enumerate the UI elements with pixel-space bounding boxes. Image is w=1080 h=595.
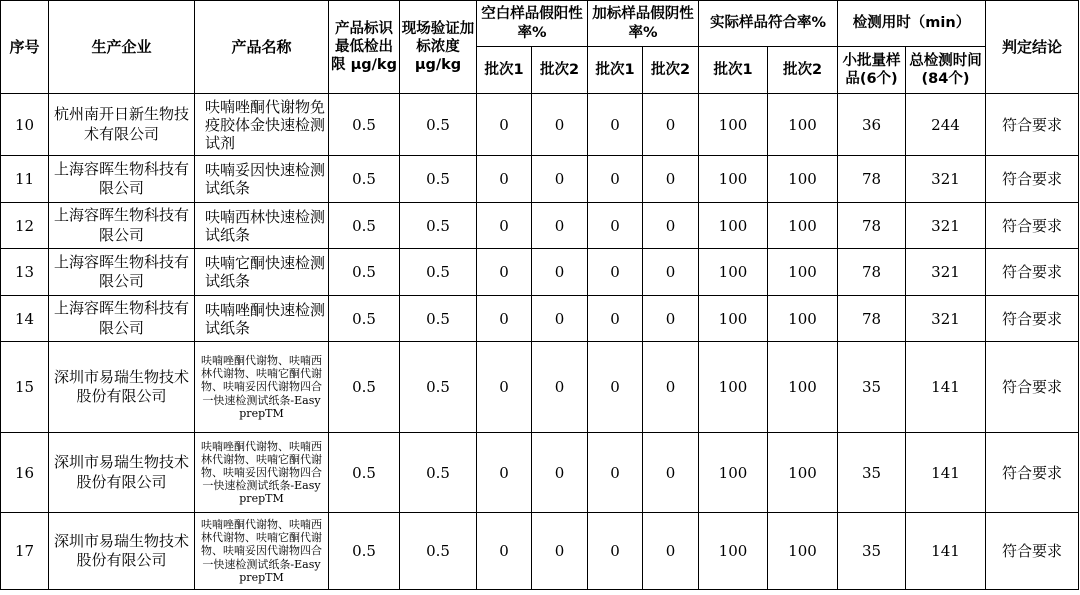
header-product: 产品名称 <box>195 1 329 94</box>
cell-spike: 0.5 <box>400 249 477 296</box>
cell-company: 深圳市易瑞生物技术股份有限公司 <box>49 342 195 433</box>
cell-small: 78 <box>838 296 906 342</box>
header-spike: 现场验证加标浓度 μg/kg <box>400 1 477 94</box>
cell-bfp1: 0 <box>477 94 532 156</box>
cell-bfp2: 0 <box>532 94 588 156</box>
cell-sfn1: 0 <box>588 94 643 156</box>
cell-ac1: 100 <box>699 203 768 249</box>
cell-spike: 0.5 <box>400 433 477 513</box>
cell-bfp2: 0 <box>532 203 588 249</box>
cell-bfp2: 0 <box>532 433 588 513</box>
cell-product: 呋喃唑酮代谢物、呋喃西林代谢物、呋喃它酮代谢物、呋喃妥因代谢物四合一快速检测试纸条-Easy prepTM <box>195 433 329 513</box>
cell-total: 141 <box>906 433 986 513</box>
cell-sfn2: 0 <box>643 342 699 433</box>
cell-bfp1: 0 <box>477 342 532 433</box>
cell-sfn2: 0 <box>643 296 699 342</box>
cell-lod: 0.5 <box>329 203 400 249</box>
cell-small: 35 <box>838 513 906 590</box>
cell-company: 杭州南开日新生物技术有限公司 <box>49 94 195 156</box>
cell-index: 12 <box>1 203 49 249</box>
cell-ac1: 100 <box>699 342 768 433</box>
table-row <box>1 249 1079 296</box>
table-row <box>1 433 1079 513</box>
cell-result: 符合要求 <box>986 203 1079 249</box>
cell-total: 244 <box>906 94 986 156</box>
cell-sfn1: 0 <box>588 249 643 296</box>
cell-ac2: 100 <box>768 433 838 513</box>
cell-product: 呋喃唑酮代谢物、呋喃西林代谢物、呋喃它酮代谢物、呋喃妥因代谢物四合一快速检测试纸条-Easy prepTM <box>195 342 329 433</box>
cell-company: 上海容晖生物科技有限公司 <box>49 249 195 296</box>
cell-ac2: 100 <box>768 513 838 590</box>
cell-bfp1: 0 <box>477 513 532 590</box>
cell-bfp2: 0 <box>532 513 588 590</box>
cell-product: 呋喃唑酮代谢物、呋喃西林代谢物、呋喃它酮代谢物、呋喃妥因代谢物四合一快速检测试纸条-Easy prepTM <box>195 513 329 590</box>
cell-lod: 0.5 <box>329 513 400 590</box>
cell-spike: 0.5 <box>400 94 477 156</box>
cell-spike: 0.5 <box>400 156 477 203</box>
cell-ac1: 100 <box>699 249 768 296</box>
cell-lod: 0.5 <box>329 433 400 513</box>
cell-index: 10 <box>1 94 49 156</box>
cell-index: 14 <box>1 296 49 342</box>
cell-lod: 0.5 <box>329 94 400 156</box>
cell-total: 141 <box>906 513 986 590</box>
cell-bfp2: 0 <box>532 296 588 342</box>
header-bfp-batch1: 批次1 <box>477 47 532 94</box>
cell-ac2: 100 <box>768 342 838 433</box>
table-row <box>1 203 1079 249</box>
table-row <box>1 156 1079 203</box>
header-index: 序号 <box>1 1 49 94</box>
cell-sfn1: 0 <box>588 203 643 249</box>
cell-result: 符合要求 <box>986 296 1079 342</box>
cell-bfp2: 0 <box>532 342 588 433</box>
cell-bfp1: 0 <box>477 203 532 249</box>
cell-total: 141 <box>906 342 986 433</box>
cell-small: 78 <box>838 156 906 203</box>
cell-sfn1: 0 <box>588 342 643 433</box>
cell-sfn2: 0 <box>643 94 699 156</box>
header-blank-fp: 空白样品假阳性率% <box>477 1 588 47</box>
cell-product: 呋喃它酮快速检测试纸条 <box>195 249 329 296</box>
cell-small: 36 <box>838 94 906 156</box>
cell-result: 符合要求 <box>986 342 1079 433</box>
cell-bfp2: 0 <box>532 249 588 296</box>
cell-result: 符合要求 <box>986 433 1079 513</box>
cell-sfn2: 0 <box>643 203 699 249</box>
cell-small: 35 <box>838 342 906 433</box>
cell-result: 符合要求 <box>986 249 1079 296</box>
cell-sfn2: 0 <box>643 513 699 590</box>
header-time: 检测用时（min） <box>838 1 986 47</box>
cell-product: 呋喃唑酮快速检测试纸条 <box>195 296 329 342</box>
cell-result: 符合要求 <box>986 513 1079 590</box>
cell-total: 321 <box>906 203 986 249</box>
cell-bfp2: 0 <box>532 156 588 203</box>
cell-small: 78 <box>838 203 906 249</box>
header-small-batch: 小批量样品(6个) <box>838 47 906 94</box>
header-spiked-fn: 加标样品假阴性率% <box>588 1 699 47</box>
cell-result: 符合要求 <box>986 156 1079 203</box>
cell-sfn1: 0 <box>588 433 643 513</box>
cell-total: 321 <box>906 249 986 296</box>
cell-company: 深圳市易瑞生物技术股份有限公司 <box>49 433 195 513</box>
cell-index: 11 <box>1 156 49 203</box>
cell-company: 深圳市易瑞生物技术股份有限公司 <box>49 513 195 590</box>
cell-product: 呋喃西林快速检测试纸条 <box>195 203 329 249</box>
cell-bfp1: 0 <box>477 156 532 203</box>
cell-small: 35 <box>838 433 906 513</box>
cell-ac1: 100 <box>699 156 768 203</box>
cell-ac2: 100 <box>768 296 838 342</box>
cell-result: 符合要求 <box>986 94 1079 156</box>
cell-sfn2: 0 <box>643 249 699 296</box>
cell-ac1: 100 <box>699 433 768 513</box>
cell-product: 呋喃唑酮代谢物免疫胶体金快速检测试剂 <box>195 94 329 156</box>
cell-bfp1: 0 <box>477 249 532 296</box>
cell-lod: 0.5 <box>329 156 400 203</box>
header-lod: 产品标识最低检出限 μg/kg <box>329 1 400 94</box>
cell-small: 78 <box>838 249 906 296</box>
cell-lod: 0.5 <box>329 249 400 296</box>
cell-sfn2: 0 <box>643 433 699 513</box>
cell-ac2: 100 <box>768 249 838 296</box>
cell-ac1: 100 <box>699 296 768 342</box>
cell-bfp1: 0 <box>477 433 532 513</box>
cell-spike: 0.5 <box>400 296 477 342</box>
cell-total: 321 <box>906 156 986 203</box>
cell-sfn1: 0 <box>588 296 643 342</box>
cell-ac1: 100 <box>699 94 768 156</box>
header-conclusion: 判定结论 <box>986 1 1079 94</box>
table-row <box>1 342 1079 433</box>
cell-lod: 0.5 <box>329 296 400 342</box>
cell-ac2: 100 <box>768 156 838 203</box>
cell-index: 13 <box>1 249 49 296</box>
header-ac-batch1: 批次1 <box>699 47 768 94</box>
cell-ac1: 100 <box>699 513 768 590</box>
cell-ac2: 100 <box>768 94 838 156</box>
header-actual-conform: 实际样品符合率% <box>699 1 838 47</box>
table-row <box>1 296 1079 342</box>
cell-spike: 0.5 <box>400 342 477 433</box>
header-ac-batch2: 批次2 <box>768 47 838 94</box>
table-row <box>1 94 1079 156</box>
table-row <box>1 513 1079 590</box>
cell-company: 上海容晖生物科技有限公司 <box>49 296 195 342</box>
cell-company: 上海容晖生物科技有限公司 <box>49 203 195 249</box>
cell-product: 呋喃妥因快速检测试纸条 <box>195 156 329 203</box>
cell-spike: 0.5 <box>400 513 477 590</box>
cell-index: 16 <box>1 433 49 513</box>
cell-spike: 0.5 <box>400 203 477 249</box>
header-company: 生产企业 <box>49 1 195 94</box>
header-bfp-batch2: 批次2 <box>532 47 588 94</box>
cell-index: 15 <box>1 342 49 433</box>
cell-company: 上海容晖生物科技有限公司 <box>49 156 195 203</box>
cell-sfn2: 0 <box>643 156 699 203</box>
cell-ac2: 100 <box>768 203 838 249</box>
cell-lod: 0.5 <box>329 342 400 433</box>
cell-bfp1: 0 <box>477 296 532 342</box>
header-total-time: 总检测时间(84个) <box>906 47 986 94</box>
cell-sfn1: 0 <box>588 513 643 590</box>
header-sfn-batch1: 批次1 <box>588 47 643 94</box>
cell-index: 17 <box>1 513 49 590</box>
header-sfn-batch2: 批次2 <box>643 47 699 94</box>
cell-sfn1: 0 <box>588 156 643 203</box>
cell-total: 321 <box>906 296 986 342</box>
